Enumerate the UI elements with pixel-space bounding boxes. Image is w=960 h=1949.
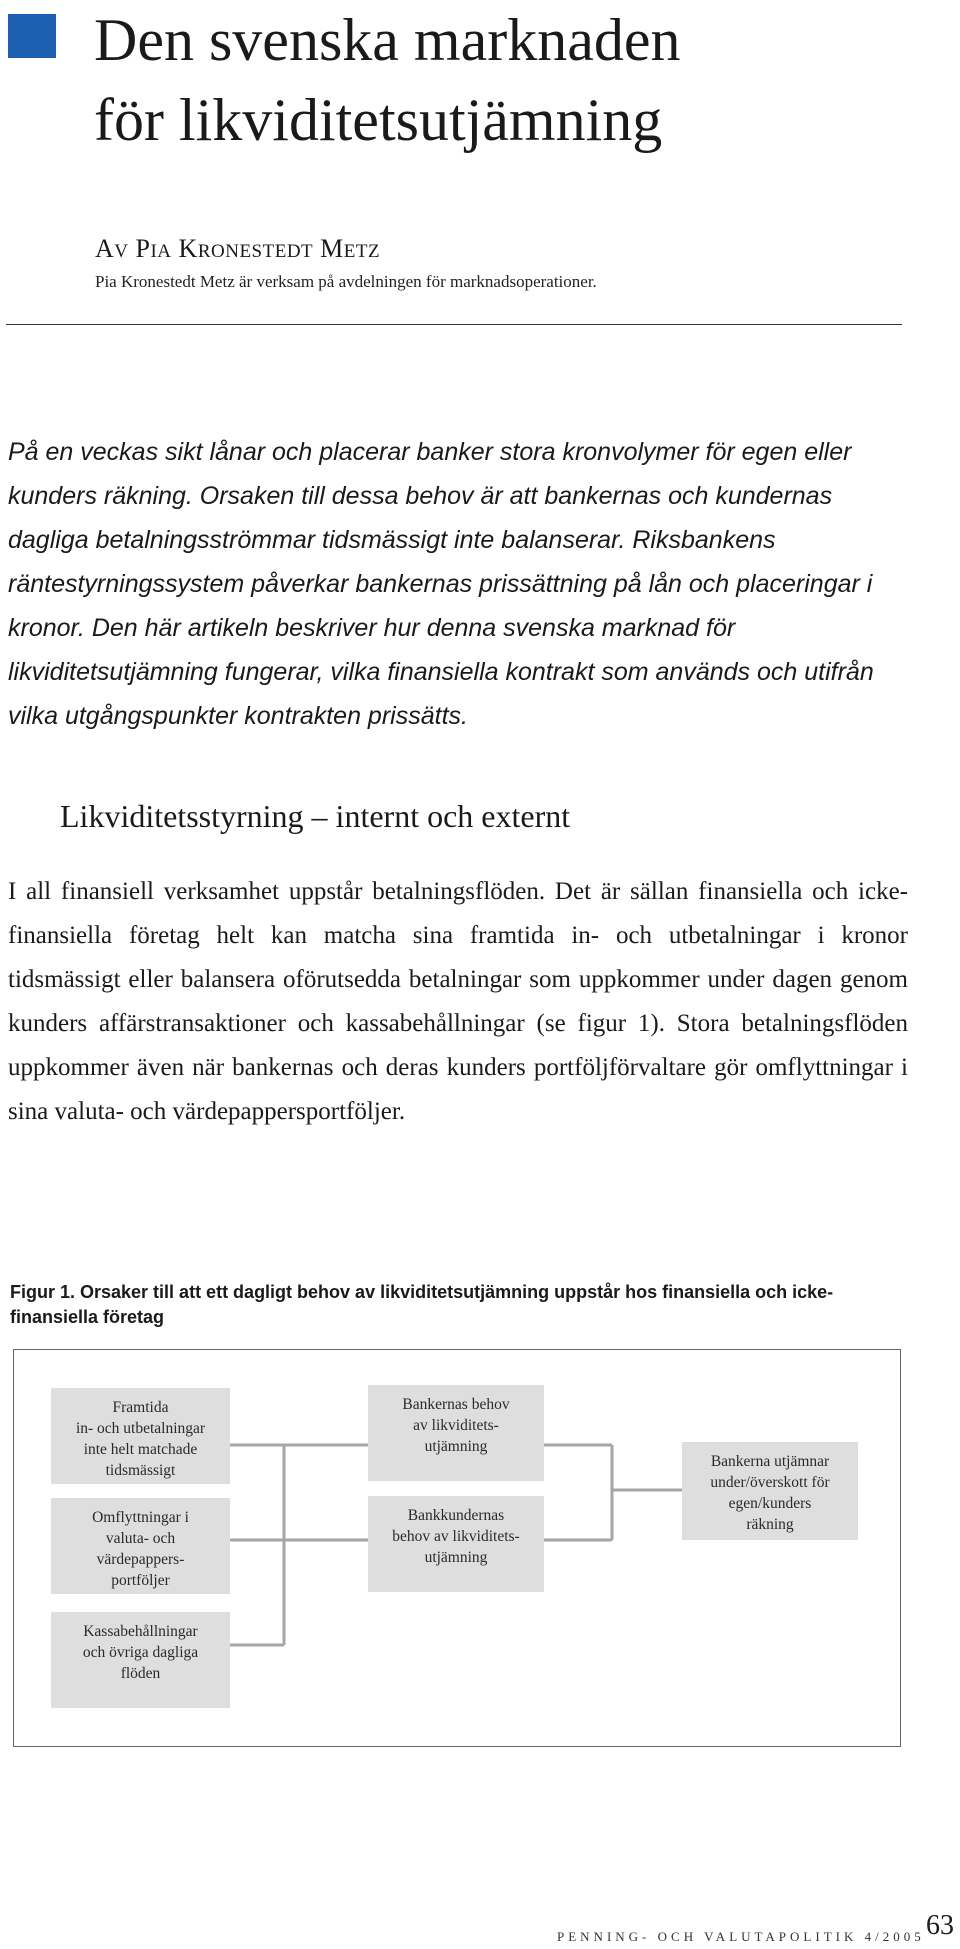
author-affiliation: Pia Kronestedt Metz är verksam på avdelningen för marknadsoperationer. [95,272,597,291]
byline-metz-rest: ETZ [343,241,381,262]
footer-journal-name: PENNING- OCH VALUTAPOLITIK 4/2005 [557,1929,925,1944]
byline-kron-initial: K [178,234,198,263]
byline-kron-rest: RONESTEDT [197,241,314,262]
byline-pia-initial: P [135,234,151,263]
title-line-2: för likviditetsutjämning [94,87,663,153]
box-omflyttningar [51,1498,230,1594]
box-kassa-text: Kassabehållningar och övriga dagliga flöden [82,1623,199,1682]
box-omflyttningar-text: Omflyttningar i valuta- och värdepappers- portföljer [92,1509,189,1589]
box-framtida [51,1388,230,1484]
box-bankerna-utjamnar-text: Bankerna utjämnar under/överskott för egen/kunders räkning [710,1453,830,1533]
header-rule [6,324,902,325]
box-bankkundernas-behov-text: Bankkundernas behov av likviditets- utjämning [392,1507,520,1566]
box-bankernas-behov [368,1385,544,1481]
blue-square-marker [8,14,56,58]
body-paragraph: I all finansiell verksamhet uppstår betalningsflöden. Det är sällan finansiella och icke-finansiella företag helt kan matcha sina framtida in- och utbetalningar i kronor tidsmässigt eller balansera oförutsedda betalningar som uppkommer under dagen genom kunders affärstransaktioner och kassabehållningar (se figur 1). Stora betalningsflöden uppkommer även när bankernas och deras kunders portföljförvaltare gör omflyttningar i sina valuta- och värdepappersportföljer. [8,878,908,1125]
byline-av-rest: V [114,241,129,262]
box-bankerna-utjamnar [682,1442,858,1540]
box-framtida-text: Framtida in- och utbetalningar inte helt matchade tidsmässigt [75,1399,206,1479]
figure-caption: Figur 1. Orsaker till att ett dagligt behov av likviditetsutjämning uppstår hos finansiella och icke-finansiella företag [10,1282,834,1327]
box-kassa [51,1612,230,1708]
section-heading: Likviditetsstyrning – internt och externt [60,798,571,834]
article-title [94,0,680,160]
author-byline [95,234,380,264]
box-bankkundernas-behov [368,1496,544,1592]
box-bankernas-behov-text: Bankernas behov av likviditets- utjämning [402,1396,510,1455]
byline-pia-rest: IA [150,241,172,262]
figure-frame [13,1349,901,1747]
lead-paragraph: På en veckas sikt lånar och placerar banker stora kronvolymer för egen eller kunders räkning. Orsaken till dessa behov är att bankernas och kundernas dagliga betalningsströmmar tidsmässigt inte balanserar. Riksbankens räntestyrningssystem påverkar bankernas prissättning på lån och placeringar i kronor. Den här artikeln beskriver hur denna svenska marknad för likviditetsutjämning fungerar, vilka finansiella kontrakt som används och utifrån vilka utgångspunkter kontrakten prissätts. [8,438,874,730]
byline-metz-initial: M [320,234,344,263]
page-number: 63 [926,1910,954,1941]
byline-av-initial: A [95,234,115,263]
title-line-1: Den svenska marknaden [94,7,681,73]
